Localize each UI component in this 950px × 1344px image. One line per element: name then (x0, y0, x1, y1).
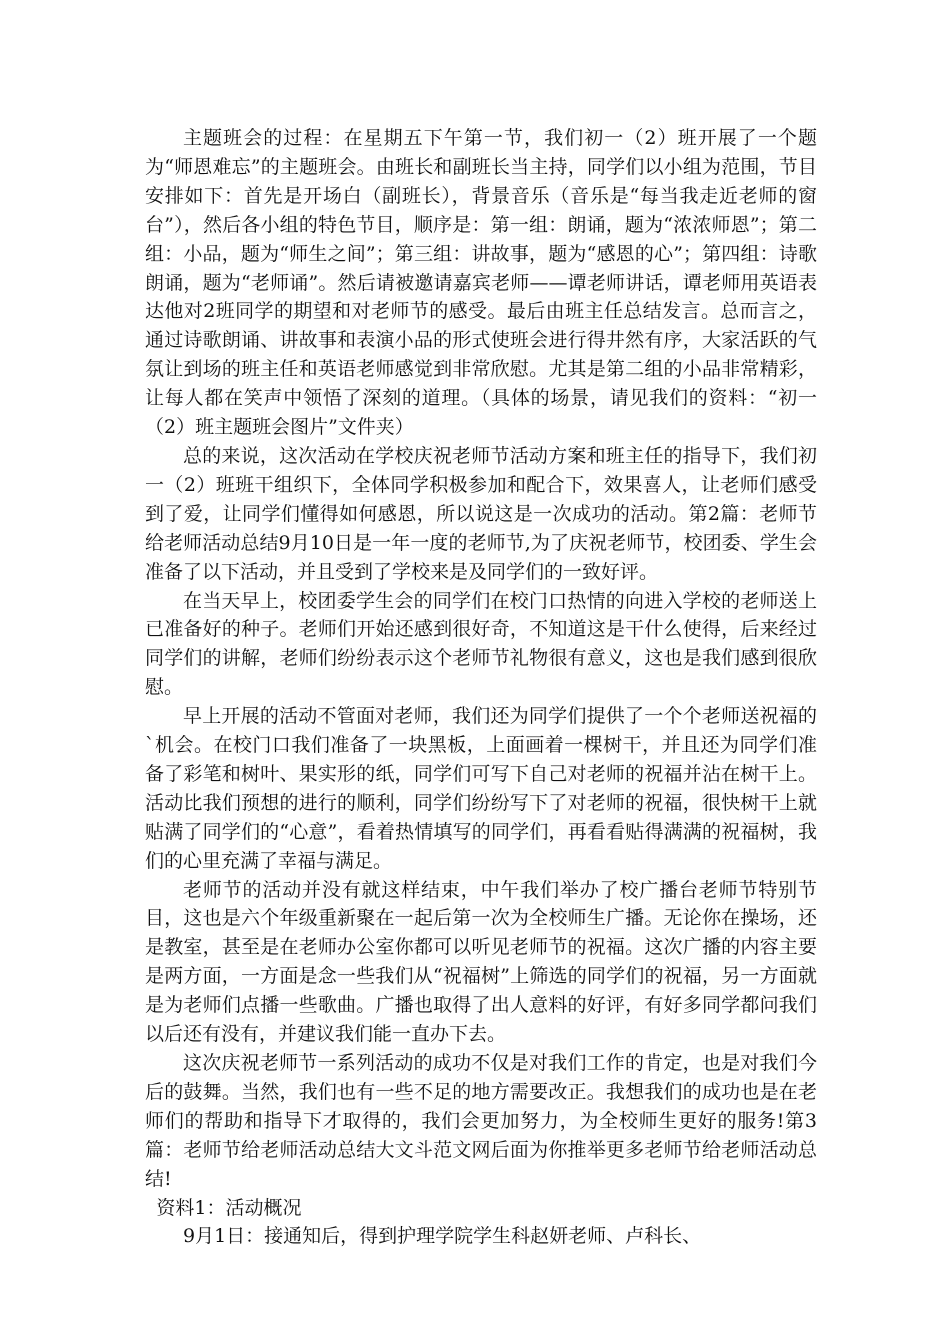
paragraph-conclusion: 这次庆祝老师节一系列活动的成功不仅是对我们工作的肯定，也是对我们今后的鼓舞。当然，我们也有一些不足的地方需要改正。我想我们的成功也是在老师们的帮助和指导下才取得的，我们会更加努力，为全校师生更好的服务!第3篇：老师节给老师活动总结大文斗范文网后面为你推举更多老师节给老师活动总结! (145, 1052, 817, 1190)
paragraph-blessing-tree: 早上开展的活动不管面对老师，我们还为同学们提供了一个个老师送祝福的`机会。在校门口我们准备了一块黑板，上面画着一棵树干，并且还为同学们准备了彩笔和树叶、果实形的纸，同学们可写下自己对老师的祝福并沾在树干上。活动比我们预想的进行的顺利，同学们纷纷写下了对老师的祝福，很快树干上就贴满了同学们的“心意”，看着热情填写的同学们，再看看贴得满满的祝福树，我们的心里充满了幸福与满足。 (145, 705, 817, 872)
paragraph-morning-seeds: 在当天早上，校团委学生会的同学们在校门口热情的向进入学校的老师送上已准备好的种子。老师们开始还感到很好奇，不知道这是干什么使得，后来经过同学们的讲解，老师们纷纷表示这个老师节礼物很有意义，这也是我们感到很欣慰。 (145, 589, 817, 699)
paragraph-class-meeting: 主题班会的过程：在星期五下午第一节，我们初一（2）班开展了一个题为“师恩难忘”的主题班会。由班长和副班长当主持，同学们以小组为范围，节目安排如下：首先是开场白（副班长），背景音乐（音乐是“每当我走近老师的窗台”），然后各小组的特色节目，顺序是：第一组：朗诵，题为“浓浓师恩”；第二组：小品，题为“师生之间”；第三组：讲故事，题为“感恩的心”；第四组：诗歌朗诵，题为“老师诵”。然后请被邀请嘉宾老师——谭老师讲话，谭老师用英语表达他对2班同学的期望和对老师节的感受。最后由班主任总结发言。总而言之，通过诗歌朗诵、讲故事和表演小品的形式使班会进行得井然有序，大家活跃的气氛让到场的班主任和英语老师感觉到非常欣慰。尤其是第二组的小品非常精彩，让每人都在笑声中领悟了深刻的道理。（具体的场景，请见我们的资料：“初一（2）班主题班会图片”文件夹） (145, 127, 817, 439)
document-body (145, 124, 817, 1251)
paragraph-summary: 总的来说，这次活动在学校庆祝老师节活动方案和班主任的指导下，我们初一（2）班班干组织下，全体同学积极参加和配合下，效果喜人，让老师们感受到了爱，让同学们懂得如何感恩，所以说这是一次成功的活动。第2篇：老师节给老师活动总结9月10日是一年一度的老师节,为了庆祝老师节，校团委、学生会准备了以下活动，并且受到了学校来是及同学们的一致好评。 (145, 444, 817, 583)
section-heading: 资料1：活动概况 (156, 1196, 302, 1219)
paragraph-broadcast: 老师节的活动并没有就这样结束，中午我们举办了校广播台老师节特别节目，这也是六个年级重新聚在一起后第一次为全校师生广播。无论你在操场，还是教室，甚至是在老师办公室你都可以听见老师节的祝福。这次广播的内容主要是两方面，一方面是念一些我们从“祝福树”上筛选的同学们的祝福，另一方面就是为老师们点播一些歌曲。广播也取得了出人意料的好评，有好多同学都问我们以后还有没有，并建议我们能一直办下去。 (145, 878, 817, 1046)
paragraph-september-first: 9月1日：接通知后，得到护理学院学生科赵妍老师、卢科长、 (183, 1225, 702, 1248)
